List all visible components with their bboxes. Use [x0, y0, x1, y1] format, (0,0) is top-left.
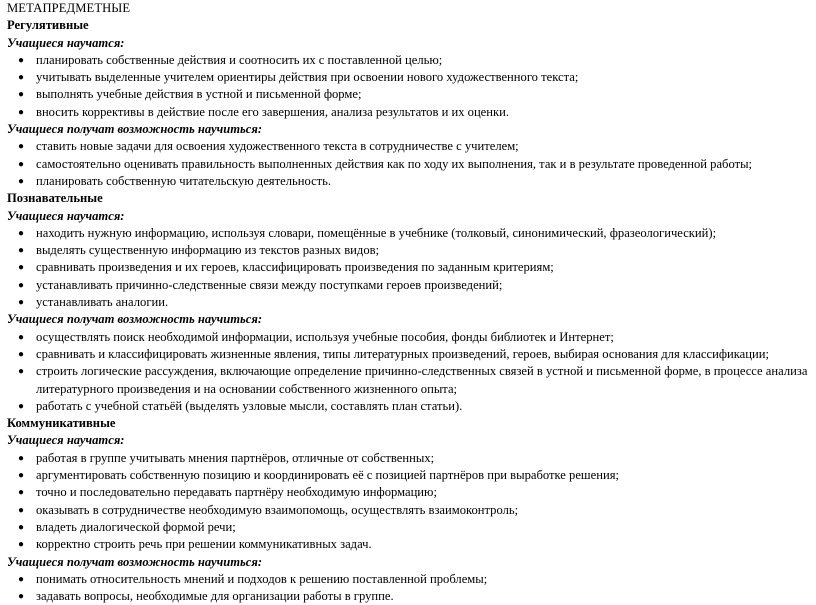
bullet-icon: ● [18, 279, 25, 291]
bullet-icon: ● [18, 573, 25, 585]
list-item: ● выделять существенную информацию из текстов разных видов; [7, 242, 812, 259]
list-item: ● работая в группе учитывать мнения партнёров, отличные от собственных; [7, 450, 812, 467]
group-subheading: Учащиеся получат возможность научиться: [7, 312, 263, 327]
list-item: ● задавать вопросы, необходимые для организации работы в группе. [7, 588, 812, 605]
list-item: ● самостоятельно оценивать правильность выполненных действия как по ходу их выполнения, так и в результате проведенной работы; [7, 156, 812, 173]
list-item: ● учитывать выделенные учителем ориентиры действия при освоении нового художественного текста; [7, 69, 812, 86]
list-item: ● сравнивать и классифицировать жизненные явления, типы литературных произведений, героев, выбирая основания для классификации; [7, 346, 812, 363]
bullet-icon: ● [18, 331, 25, 343]
bullet-icon: ● [18, 158, 25, 170]
bullet-icon: ● [18, 539, 25, 551]
list-item: ● сравнивать произведения и их героев, классифицировать произведения по заданным критериям; [7, 259, 812, 276]
bullet-icon: ● [18, 227, 25, 239]
list-item: ● понимать относительность мнений и подходов к решению поставленной проблемы; [7, 571, 812, 588]
list-item: ● ставить новые задачи для освоения художественного текста в сотрудничестве с учителем; [7, 138, 812, 155]
list-item: ● устанавливать аналогии. [7, 294, 812, 311]
list-item: ● осуществлять поиск необходимой информации, используя учебные пособия, фонды библиотек и Интернет; [7, 329, 812, 346]
list-item: ● корректно строить речь при решении коммуникативных задач. [7, 536, 812, 553]
list-item: ● находить нужную информацию, используя словари, помещённые в учебнике (толковый, синонимический, фразеологический); [7, 225, 812, 242]
list-item: ● вносить коррективы в действие после его завершения, анализа результатов и их оценки. [7, 104, 812, 121]
bullet-icon: ● [18, 521, 25, 533]
section-heading: Регулятивные [7, 18, 89, 33]
list-item: ● владеть диалогической формой речи; [7, 519, 812, 536]
bullet-icon: ● [18, 106, 25, 118]
list-item: ● планировать собственную читательскую деятельность. [7, 173, 812, 190]
list-item: ● устанавливать причинно-следственные связи между поступками героев произведений; [7, 277, 812, 294]
bullet-icon: ● [18, 400, 25, 412]
bullet-icon: ● [18, 245, 25, 257]
bullet-icon: ● [18, 262, 25, 274]
bullet-icon: ● [18, 89, 25, 101]
bullet-icon: ● [18, 470, 25, 482]
group-subheading: Учащиеся получат возможность научиться: [7, 554, 263, 569]
bullet-icon: ● [18, 366, 25, 378]
document-title: МЕТАПРЕДМЕТНЫЕ [7, 1, 131, 15]
bullet-icon: ● [18, 141, 25, 153]
bullet-icon: ● [18, 297, 25, 309]
bullet-icon: ● [18, 591, 25, 603]
group-subheading: Учащиеся получат возможность научиться: [7, 122, 263, 137]
document [7, 0, 812, 605]
list-item: ● строить логические рассуждения, включающие определение причинно-следственных связей в устной и письменной форме, в процессе анализа литературного произведения и на основании собственного жизненного опыта; [18, 364, 808, 396]
bullet-icon: ● [18, 452, 25, 464]
list-item: ● выполнять учебные действия в устной и письменной форме; [7, 86, 812, 103]
group-subheading: Учащиеся научатся: [7, 35, 125, 50]
section-heading: Коммуникативные [7, 416, 116, 431]
group-subheading: Учащиеся научатся: [7, 433, 125, 448]
group-subheading: Учащиеся научатся: [7, 208, 125, 223]
section-heading: Познавательные [7, 191, 103, 206]
list-item: ● работать с учебной статьёй (выделять узловые мысли, составлять план статьи). [7, 398, 812, 415]
bullet-icon: ● [18, 175, 25, 187]
list-item: ● аргументировать собственную позицию и координировать её с позицией партнёров при выработке решения; [7, 467, 812, 484]
bullet-icon: ● [18, 487, 25, 499]
bullet-icon: ● [18, 504, 25, 516]
list-item: ● планировать собственные действия и соотносить их с поставленной целью; [7, 52, 812, 69]
list-item: ● точно и последовательно передавать партнёру необходимую информацию; [7, 484, 812, 501]
bullet-icon: ● [18, 54, 25, 66]
list-item: ● оказывать в сотрудничестве необходимую взаимопомощь, осуществлять взаимоконтроль; [7, 502, 812, 519]
bullet-icon: ● [18, 72, 25, 84]
bullet-icon: ● [18, 348, 25, 360]
